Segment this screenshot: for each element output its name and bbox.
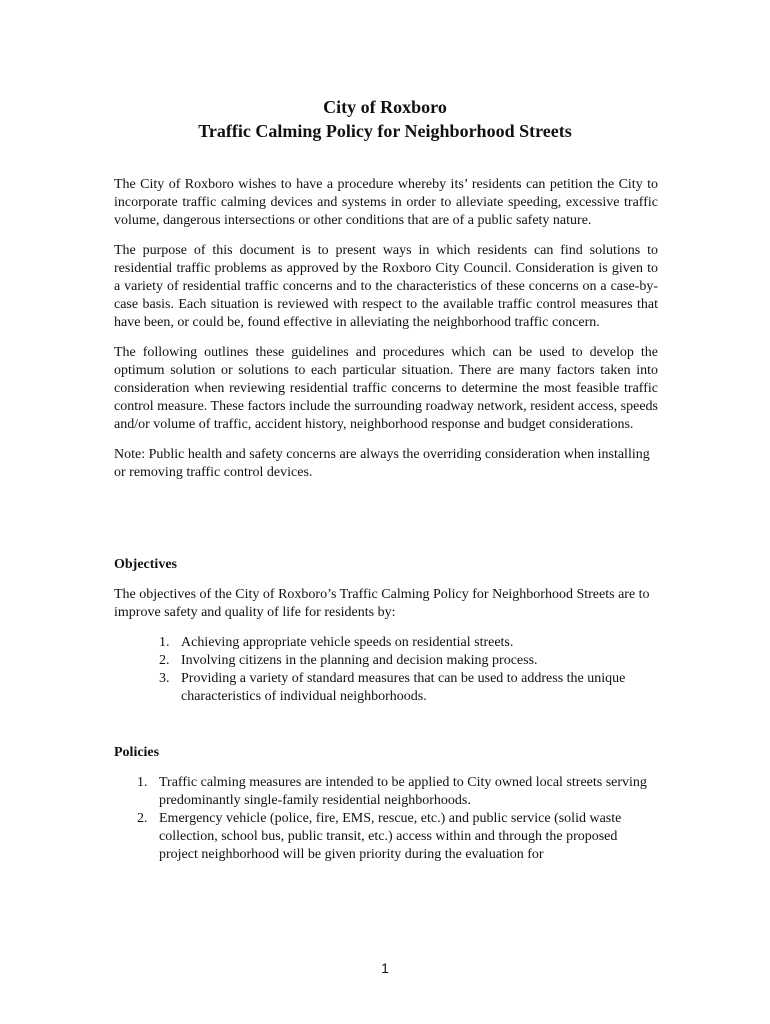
title-policy: Traffic Calming Policy for Neighborhood Streets (198, 121, 572, 141)
objective-item (114, 670, 658, 706)
objective-item (114, 652, 658, 670)
intro-paragraph: The City of Roxboro wishes to have a procedure whereby its’ residents can petition the City to incorporate traffic calming devices and systems in order to alleviate speeding, excessive traffic volume, dangerous intersections or other conditions that are of a public safety nature. (114, 177, 658, 228)
document-body (114, 176, 658, 876)
objective-item (114, 634, 658, 652)
list-number: 2. (137, 811, 148, 826)
list-number: 1. (159, 635, 170, 650)
objectives-heading: Objectives (114, 557, 177, 572)
policy-text: Traffic calming measures are intended to be applied to City owned local streets serving predominantly single-family residential neighborhoods. (159, 775, 647, 808)
list-number: 3. (159, 671, 170, 686)
objectives-intro: The objectives of the City of Roxboro’s Traffic Calming Policy for Neighborhood Streets are to improve safety and quality of life for residents by: (114, 587, 650, 620)
objective-text: Achieving appropriate vehicle speeds on residential streets. (181, 635, 514, 650)
title-city: City of Roxboro (323, 97, 447, 117)
policy-item (114, 774, 658, 810)
policy-item (114, 810, 658, 864)
list-number: 1. (137, 775, 148, 790)
objective-text: Providing a variety of standard measures that can be used to address the unique characteristics of individual neighborhoods. (181, 671, 626, 704)
note-paragraph: Note: Public health and safety concerns are always the overriding consideration when installing or removing traffic control devices. (114, 447, 650, 480)
policies-heading: Policies (114, 745, 160, 760)
objective-text: Involving citizens in the planning and decision making process. (181, 653, 538, 668)
purpose-paragraph: The purpose of this document is to present ways in which residents can find solutions to residential traffic problems as approved by the Roxboro City Council. Consideration is given to a variety of residential traffic concerns and to the characteristics of these concerns on a case-by-case basis. Each situation is reviewed with respect to the available traffic control measures that have been, or could be, found effective in alleviating the neighborhood traffic concern. (114, 243, 658, 330)
list-number: 2. (159, 653, 170, 668)
guidelines-paragraph: The following outlines these guidelines and procedures which can be used to develop the optimum solution or solutions to each particular situation. There are many factors taken into consideration when reviewing residential traffic concerns to determine the most feasible traffic control measure. These factors include the surrounding roadway network, resident access, speeds and/or volume of traffic, accident history, neighborhood response and budget considerations. (114, 345, 659, 432)
policies-list (114, 774, 658, 864)
objectives-list (114, 634, 658, 706)
page-number: 1 (381, 960, 389, 976)
document-title (0, 95, 770, 143)
policy-text: Emergency vehicle (police, fire, EMS, rescue, etc.) and public service (solid waste collection, school bus, public transit, etc.) access within and through the proposed project neighborhood will be given priority during the evaluation for (159, 811, 622, 862)
